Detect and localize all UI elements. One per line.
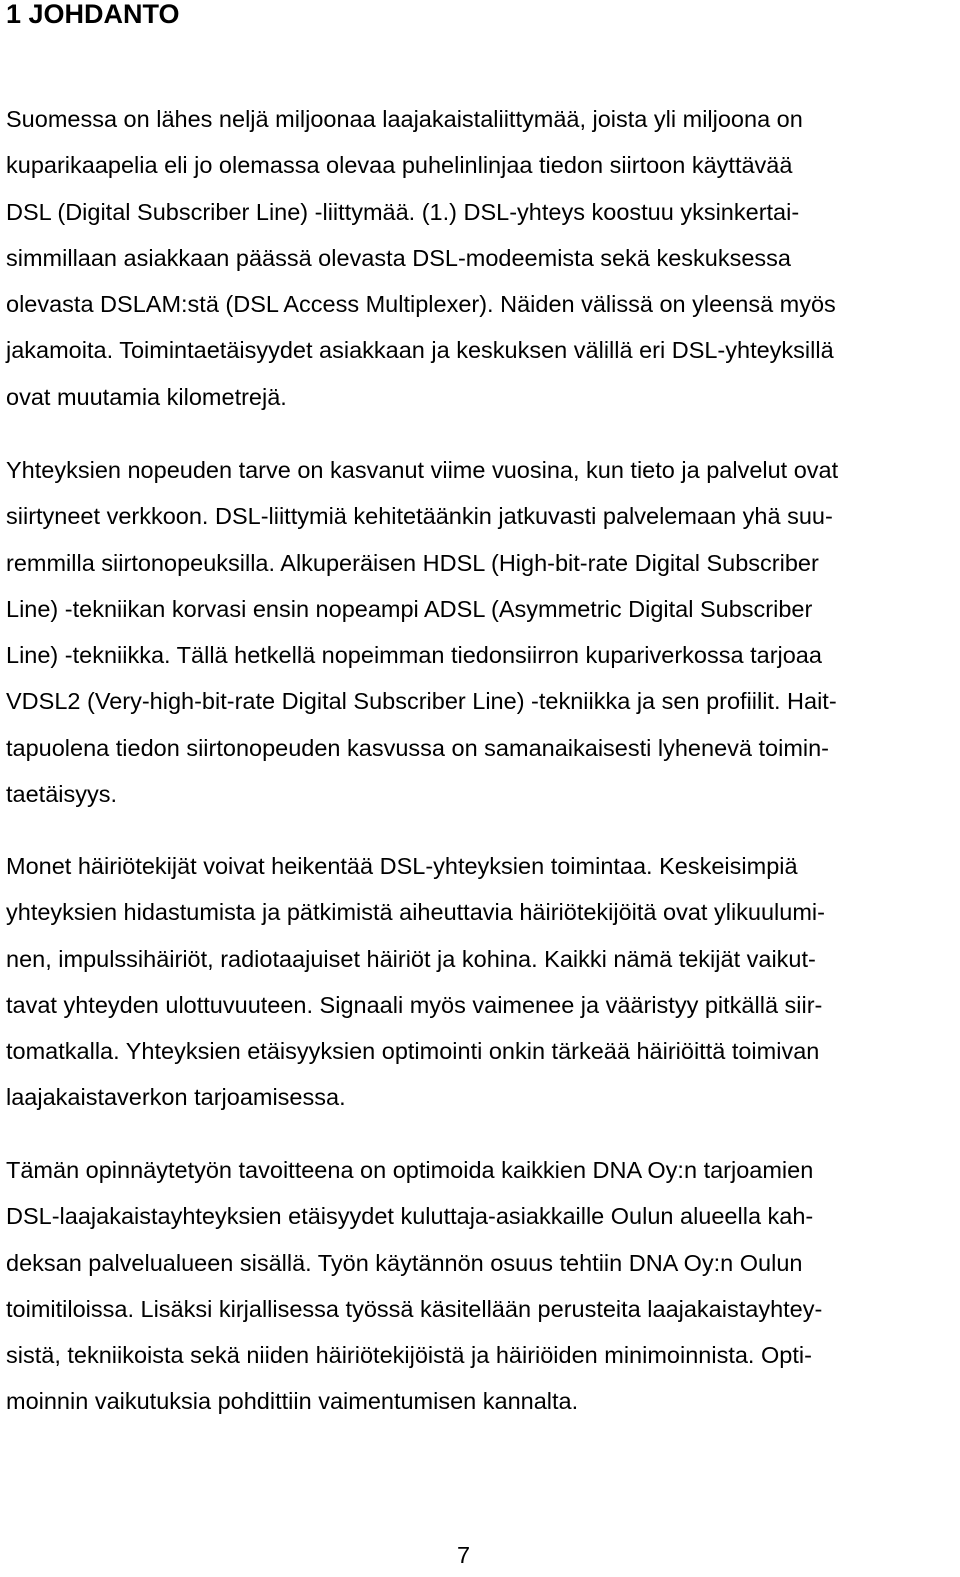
text-line: DSL (Digital Subscriber Line) -liittymää. (1.) DSL-yhteys koostuu yksinkertai- — [6, 198, 800, 225]
text-line: jakamoita. Toimintaetäisyydet asiakkaan ja keskuksen välillä eri DSL-yhteyksillä — [6, 337, 834, 364]
page-number: 7 — [457, 1542, 471, 1568]
text-line: nen, impulssihäiriöt, radiotaajuiset häiriöt ja kohina. Kaikki nämä tekijät vaikut- — [6, 945, 816, 972]
text-line: tavat yhteyden ulottuvuuteen. Signaali myös vaimenee ja vääristyy pitkällä siir- — [6, 991, 823, 1018]
paragraph-intro — [6, 96, 836, 420]
text-line: siirtyneet verkkoon. DSL-liittymiä kehitetäänkin jatkuvasti palvelemaan yhä suu- — [6, 503, 833, 530]
text-line: remmilla siirtonopeuksilla. Alkuperäisen HDSL (High-bit-rate Digital Subscriber — [6, 549, 819, 576]
paragraph-interference — [6, 843, 825, 1121]
text-line: moinnin vaikutuksia pohdittiin vaimentumisen kannalta. — [6, 1388, 579, 1415]
chapter-heading: 1 JOHDANTO — [6, 0, 180, 29]
text-line: sistä, tekniikoista sekä niiden häiriötekijöistä ja häiriöiden minimoinnista. Opti- — [6, 1342, 812, 1369]
paragraph-thesis-goal — [6, 1147, 822, 1425]
text-line: simmillaan asiakkaan päässä olevasta DSL-modeemista sekä keskuksessa — [6, 244, 792, 271]
text-line: tapuolena tiedon siirtonopeuden kasvussa on samanaikaisesti lyhenevä toimin- — [6, 734, 830, 761]
text-line: Yhteyksien nopeuden tarve on kasvanut viime vuosina, kun tieto ja palvelut ovat — [6, 457, 839, 483]
text-line: deksan palvelualueen sisällä. Työn käytännön osuus tehtiin DNA Oy:n Oulun — [6, 1249, 803, 1276]
text-line: taetäisyys. — [6, 781, 118, 808]
text-line: Monet häiriötekijät voivat heikentää DSL-yhteyksien toimintaa. Keskeisimpiä — [6, 853, 798, 879]
text-line: tomatkalla. Yhteyksien etäisyyksien optimointi onkin tärkeää häiriöittä toimivan — [6, 1038, 820, 1065]
text-line: Line) -tekniikka. Tällä hetkellä nopeimman tiedonsiirron kupariverkossa tarjoaa — [6, 642, 822, 669]
text-line: toimitiloissa. Lisäksi kirjallisessa työssä käsitellään perusteita laajakaistayhtey- — [6, 1295, 823, 1322]
text-line: Suomessa on lähes neljä miljoonaa laajakaistaliittymää, joista yli miljoona on — [6, 106, 803, 132]
text-line: DSL-laajakaistayhteyksien etäisyydet kuluttaja-asiakkaille Oulun alueella kah- — [6, 1203, 814, 1230]
text-line: olevasta DSLAM:stä (DSL Access Multiplexer). Näiden välissä on yleensä myös — [6, 291, 836, 318]
text-line: Tämän opinnäytetyön tavoitteena on optimoida kaikkien DNA Oy:n tarjoamien — [6, 1157, 814, 1183]
paragraph-speed-demand — [6, 447, 838, 817]
text-line: Line) -tekniikan korvasi ensin nopeampi ADSL (Asymmetric Digital Subscriber — [6, 595, 813, 622]
text-line: laajakaistaverkon tarjoamisessa. — [6, 1084, 346, 1111]
text-line: ovat muutamia kilometrejä. — [6, 383, 287, 410]
text-line: yhteyksien hidastumista ja pätkimistä aiheuttavia häiriötekijöitä ovat ylikuulumi- — [6, 899, 825, 926]
text-line: kuparikaapelia eli jo olemassa olevaa puhelinlinjaa tiedon siirtoon käyttävää — [6, 152, 793, 179]
text-line: VDSL2 (Very-high-bit-rate Digital Subscriber Line) -tekniikka ja sen profiilit. Hait- — [6, 688, 837, 715]
